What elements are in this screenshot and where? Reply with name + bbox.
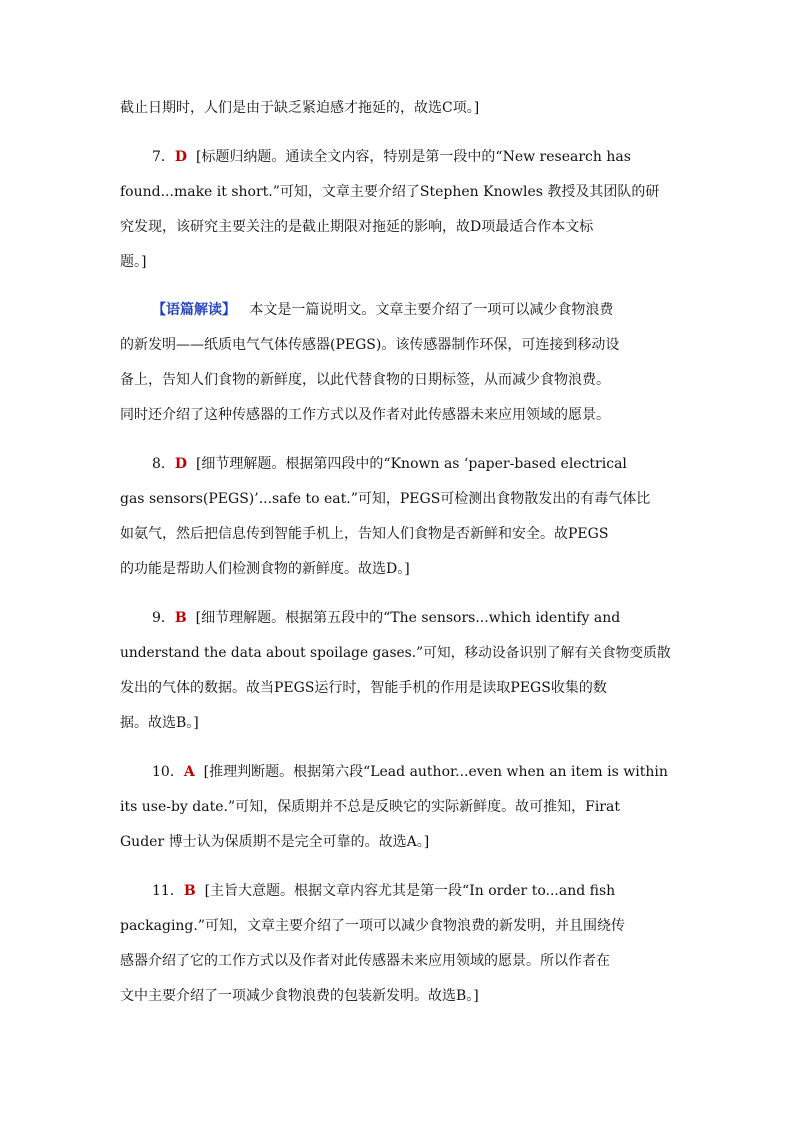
q9-text-1: [细节理解题。根据第五段中的“The sensors...which identify and bbox=[195, 610, 621, 626]
q7-line-3 bbox=[120, 217, 680, 237]
q9-line-3 bbox=[120, 678, 680, 698]
q8-text-1: [细节理解题。根据第四段中的“Known as ‘paper-based electrical bbox=[195, 456, 627, 472]
q11-answer: B bbox=[183, 883, 196, 899]
passage-line-1 bbox=[152, 300, 680, 320]
q7-number: 7． bbox=[152, 149, 175, 165]
q9-text-2: understand the data about spoilage gases.”可知，移动设备识别了解有关食物变质散 bbox=[120, 645, 671, 661]
q8-text-4: 的功能是帮助人们检测食物的新鲜度。故选D。] bbox=[120, 561, 410, 577]
q8-line-2 bbox=[120, 489, 680, 509]
passage-tag: 【语篇解读】 bbox=[152, 302, 236, 318]
intro-line bbox=[120, 98, 680, 118]
passage-line-2 bbox=[120, 335, 680, 355]
q9-number: 9． bbox=[152, 610, 175, 626]
q11-text-3: 感器介绍了它的工作方式以及作者对此传感器未来应用领域的愿景。所以作者在 bbox=[120, 953, 610, 969]
q11-line-2 bbox=[120, 916, 680, 936]
passage-line-4 bbox=[120, 405, 680, 425]
q7-line-2 bbox=[120, 182, 680, 202]
q8-line-4 bbox=[120, 559, 680, 579]
q7-text-2: found...make it short.”可知，文章主要介绍了Stephen Knowles 教授及其团队的研 bbox=[120, 184, 660, 200]
q7-line-4 bbox=[120, 252, 680, 272]
q7-text-3: 究发现，该研究主要关注的是截止期限对拖延的影响，故D项最适合作本文标 bbox=[120, 219, 594, 235]
passage-line-3 bbox=[120, 370, 680, 390]
q9-line-2 bbox=[120, 643, 680, 663]
q11-text-4: 文中主要介绍了一项减少食物浪费的包装新发明。故选B。] bbox=[120, 988, 479, 1004]
q10-line-2 bbox=[120, 797, 680, 817]
q9-line-1 bbox=[152, 608, 680, 628]
q10-line-1 bbox=[152, 762, 680, 782]
q7-line-1 bbox=[152, 147, 680, 167]
q8-answer: D bbox=[174, 456, 188, 472]
q9-line-4 bbox=[120, 713, 680, 733]
q11-text-2: packaging.”可知，文章主要介绍了一项可以减少食物浪费的新发明，并且围绕传 bbox=[120, 918, 626, 934]
q8-line-3 bbox=[120, 524, 680, 544]
q10-text-3: Guder 博士认为保质期不是完全可靠的。故选A。] bbox=[120, 834, 430, 850]
q10-line-3 bbox=[120, 832, 680, 852]
passage-text-3: 备上，告知人们食物的新鲜度，以此代替食物的日期标签，从而减少食物浪费。 bbox=[120, 372, 610, 388]
q8-line-1 bbox=[152, 454, 680, 474]
q7-text-1: [标题归纳题。通读全文内容，特别是第一段中的“New research has bbox=[195, 149, 631, 165]
q7-text-4: 题。] bbox=[120, 254, 147, 270]
q9-text-3: 发出的气体的数据。故当PEGS运行时，智能手机的作用是读取PEGS收集的数 bbox=[120, 680, 607, 696]
q9-text-4: 据。故选B。] bbox=[120, 715, 199, 731]
q10-number: 10． bbox=[152, 764, 184, 780]
q7-answer: D bbox=[174, 149, 188, 165]
q11-text-1: [主旨大意题。根据文章内容尤其是第一段“In order to...and fish bbox=[204, 883, 616, 899]
q11-line-3 bbox=[120, 951, 680, 971]
q9-answer: B bbox=[174, 610, 187, 626]
passage-text-4: 同时还介绍了这种传感器的工作方式以及作者对此传感器未来应用领域的愿景。 bbox=[120, 407, 610, 423]
q8-text-2: gas sensors(PEGS)’...safe to eat.”可知，PEGS可检测出食物散发出的有毒气体比 bbox=[120, 491, 651, 507]
q10-answer: A bbox=[183, 764, 195, 780]
passage-text-1: 本文是一篇说明文。文章主要介绍了一项可以减少食物浪费 bbox=[249, 302, 614, 318]
q10-text-2: its use-by date.”可知，保质期并不总是反映它的实际新鲜度。故可推知，Firat bbox=[120, 799, 620, 815]
passage-text-2: 的新发明——纸质电气气体传感器(PEGS)。该传感器制作环保，可连接到移动设 bbox=[120, 337, 620, 353]
intro-text: 截止日期时，人们是由于缺乏紧迫感才拖延的，故选C项。] bbox=[120, 100, 480, 116]
q10-text-1: [推理判断题。根据第六段“Lead author...even when an item is within bbox=[203, 764, 668, 780]
q11-line-4 bbox=[120, 986, 680, 1006]
q11-line-1 bbox=[152, 881, 680, 901]
q11-number: 11． bbox=[152, 883, 184, 899]
q8-text-3: 如氨气，然后把信息传到智能手机上，告知人们食物是否新鲜和安全。故PEGS bbox=[120, 526, 609, 542]
q8-number: 8． bbox=[152, 456, 175, 472]
